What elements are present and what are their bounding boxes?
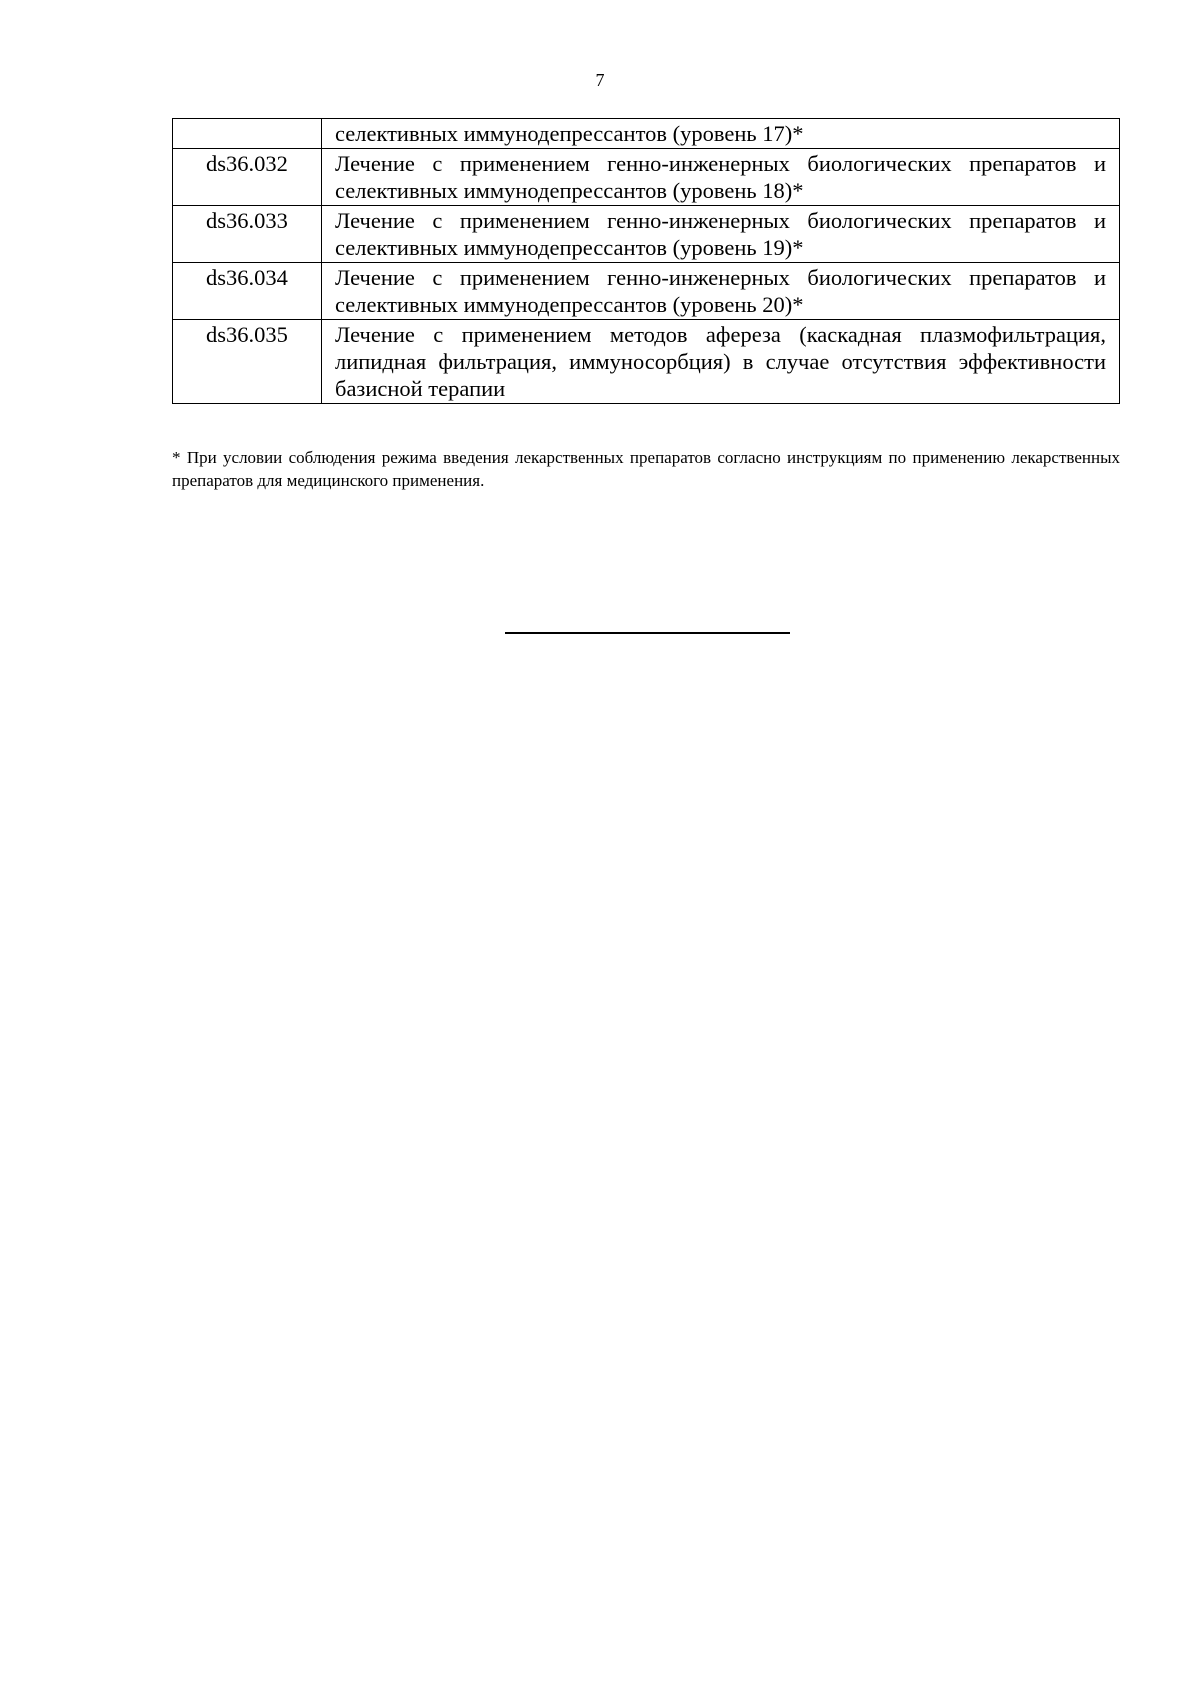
end-of-document-rule xyxy=(505,632,790,634)
footnote: * При условии соблюдения режима введения лекарственных препаратов согласно инструкциям по применению лекарственных препаратов для медицинского применения. xyxy=(172,448,1120,490)
table-row xyxy=(173,206,1120,263)
row-code: ds36.033 xyxy=(173,206,322,263)
table-row xyxy=(173,149,1120,206)
row-code xyxy=(173,119,322,149)
row-code: ds36.032 xyxy=(173,149,322,206)
row-description: Лечение с применением генно-инженерных биологических препаратов и селективных иммунодепрессантов (уровень 19)* xyxy=(322,206,1120,263)
row-description: Лечение с применением генно-инженерных биологических препаратов и селективных иммунодепрессантов (уровень 20)* xyxy=(322,263,1120,320)
row-code: ds36.034 xyxy=(173,263,322,320)
table-row xyxy=(173,119,1120,149)
row-description: Лечение с применением генно-инженерных биологических препаратов и селективных иммунодепрессантов (уровень 18)* xyxy=(322,149,1120,206)
procedure-codes-table xyxy=(172,118,1120,404)
row-description: селективных иммунодепрессантов (уровень 17)* xyxy=(322,119,1120,149)
table-row xyxy=(173,263,1120,320)
row-code: ds36.035 xyxy=(173,320,322,404)
table-row xyxy=(173,320,1120,404)
page-number: 7 xyxy=(595,70,605,90)
row-description: Лечение с применением методов афереза (каскадная плазмофильтрация, липидная фильтрация, иммуносорбция) в случае отсутствия эффективности базисной терапии xyxy=(322,320,1120,404)
